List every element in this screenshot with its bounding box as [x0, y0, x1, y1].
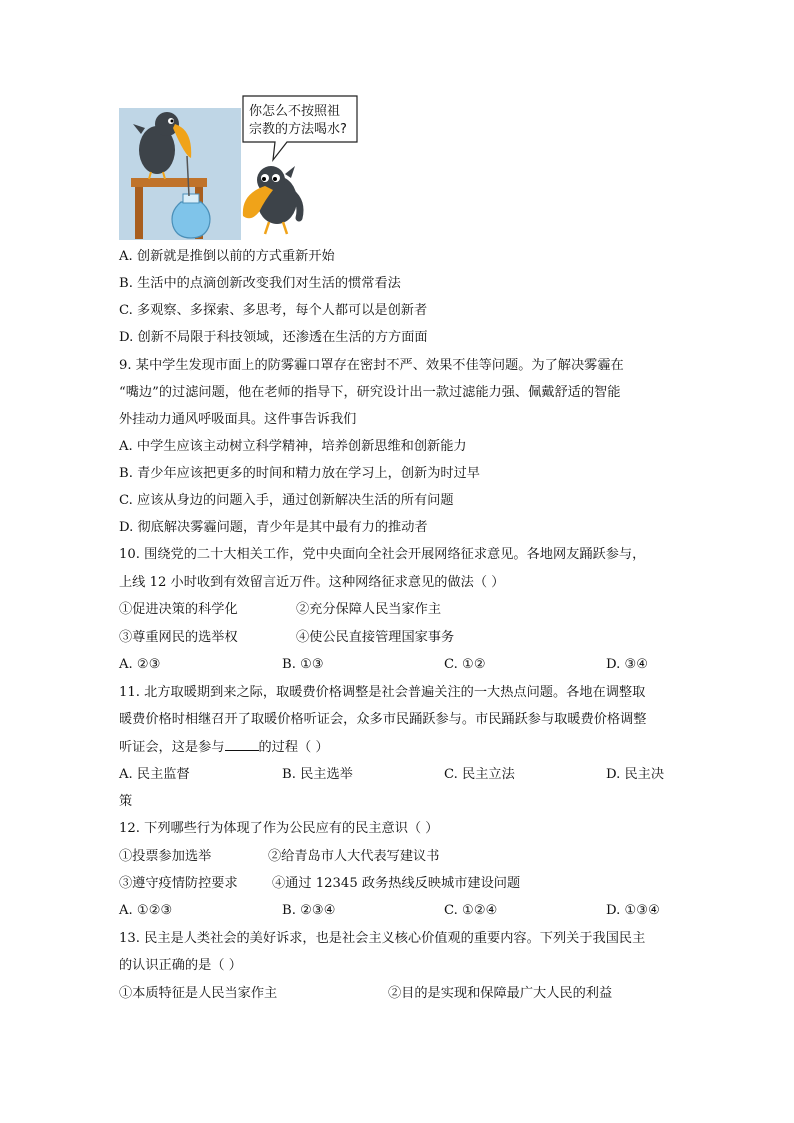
q13-stem: 的认识正确的是（ ）	[119, 958, 242, 973]
q10-stem: 10. 围绕党的二十大相关工作，党中央面向全社会开展网络征求意见。各地网友踊跃参与，	[119, 547, 646, 562]
q9-option-d: D. 彻底解决雾霾问题，青少年是其中最有力的推动者	[119, 520, 428, 535]
q11-choice-d: D. 民主决	[606, 767, 665, 782]
q11-stem-last	[119, 738, 329, 757]
q8-option-c: C. 多观察、多探索、多思考，每个人都可以是创新者	[119, 303, 428, 318]
q11-stem-part: 听证会，这是参与	[119, 740, 225, 755]
table-top	[131, 178, 207, 187]
q10-item: ①促进决策的科学化	[119, 602, 238, 617]
q11-stem: 11. 北方取暖期到来之际，取暖费价格调整是社会普遍关注的一大热点问题。各地在调整取	[119, 685, 646, 700]
q11-choice-a: A. 民主监督	[119, 767, 190, 782]
q13-item: ②目的是实现和保障最广大人民的利益	[388, 986, 613, 1001]
speech-line: 宗教的方法喝水?	[249, 122, 347, 137]
q11-stem: 暖费价格时相继召开了取暖价格听证会，众多市民踊跃参与。市民踊跃参与取暖费价格调整	[119, 712, 647, 727]
q10-stem: 上线 12 小时收到有效留言近万件。这种网络征求意见的做法（ ）	[119, 575, 505, 590]
q8-option-d: D. 创新不局限于科技领域，还渗透在生活的方方面面	[119, 330, 428, 345]
q8-option-a: A. 创新就是推倒以前的方式重新开始	[119, 249, 335, 264]
speech-line: 你怎么不按照祖	[249, 104, 341, 119]
q12-choice-a: A. ①②③	[119, 903, 173, 918]
table-leg	[135, 187, 143, 239]
q13-stem: 13. 民主是人类社会的美好诉求，也是社会主义核心价值观的重要内容。下列关于我国民主	[119, 931, 646, 946]
crow-illustration	[119, 94, 361, 240]
q12-item: ①投票参加选举	[119, 849, 212, 864]
q8-option-b: B. 生活中的点滴创新改变我们对生活的惯常看法	[119, 276, 401, 291]
q13-item: ①本质特征是人民当家作主	[119, 986, 278, 1001]
q12-item: ④通过 12345 政务热线反映城市建设问题	[272, 876, 521, 891]
q9-stem: “嘴边”的过滤问题，他在老师的指导下，研究设计出一款过滤能力强、佩戴舒适的智能	[119, 385, 621, 400]
q9-option-c: C. 应该从身边的问题入手，通过创新解决生活的所有问题	[119, 493, 454, 508]
fill-in-blank	[225, 738, 259, 751]
q10-choice-b: B. ①③	[282, 657, 324, 672]
q12-choice-d: D. ①③④	[606, 903, 660, 918]
q11-stem-part: 的过程（ ）	[258, 740, 329, 755]
water-pitcher	[172, 202, 210, 238]
q11-choice-c: C. 民主立法	[444, 767, 515, 782]
q12-item: ③遵守疫情防控要求	[119, 876, 238, 891]
q11-choice-d-wrap: 策	[119, 794, 133, 809]
q9-option-a: A. 中学生应该主动树立科学精神，培养创新思维和创新能力	[119, 439, 467, 454]
q10-item: ②充分保障人民当家作主	[296, 602, 442, 617]
q12-choice-c: C. ①②④	[444, 903, 498, 918]
q9-option-b: B. 青少年应该把更多的时间和精力放在学习上，创新为时过早	[119, 466, 480, 481]
q12-item: ②给青岛市人大代表写建议书	[268, 849, 440, 864]
q10-choice-a: A. ②③	[119, 657, 161, 672]
q10-choice-c: C. ①②	[444, 657, 486, 672]
q9-stem: 外挂动力通风呼吸面具。这件事告诉我们	[119, 412, 357, 427]
q10-item: ③尊重网民的选举权	[119, 630, 238, 645]
q10-item: ④使公民直接管理国家事务	[296, 630, 455, 645]
q10-choice-d: D. ③④	[606, 657, 649, 672]
q9-stem: 9. 某中学生发现市面上的防雾霾口罩存在密封不严、效果不佳等问题。为了解决雾霾在	[119, 358, 624, 373]
q12-stem: 12. 下列哪些行为体现了作为公民应有的民主意识（ ）	[119, 821, 439, 836]
q11-choice-b: B. 民主选举	[282, 767, 353, 782]
q12-choice-b: B. ②③④	[282, 903, 336, 918]
